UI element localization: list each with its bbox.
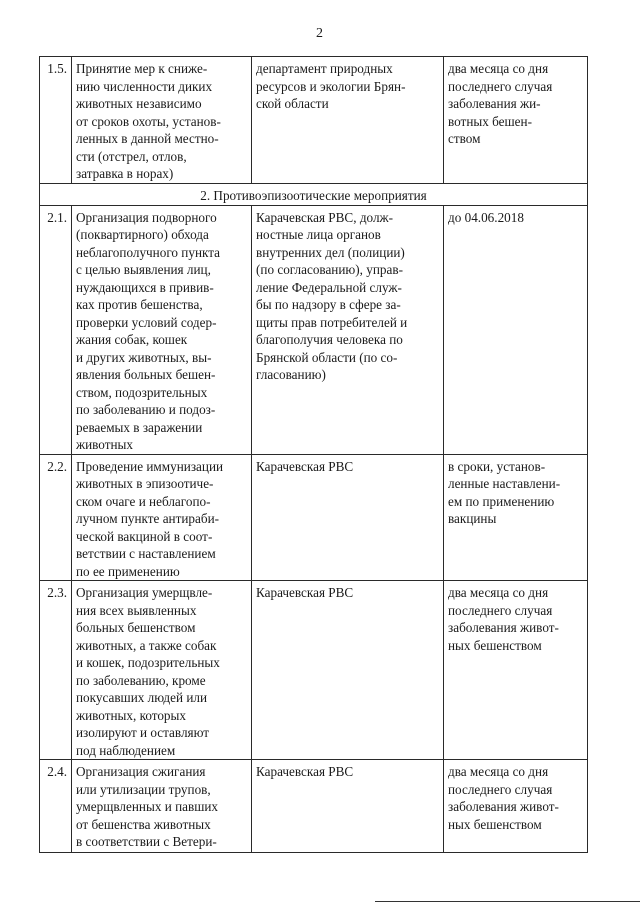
- row-number-cell: 2.3.: [40, 581, 72, 760]
- row-number-cell: 2.4.: [40, 760, 72, 853]
- measure-cell: Проведение иммунизации животных в эпизоотиче- ском очаге и неблагопо- лучном пункте антираби- ческой вакциной в соот- ветствии с наставлением по ее применению: [72, 454, 252, 581]
- measures-table-body: [40, 57, 588, 853]
- executor-cell: Карачевская РВС: [252, 581, 444, 760]
- deadline-cell: два месяца со дня последнего случая заболевания живот- ных бешенством: [444, 760, 588, 853]
- page-number: 2: [316, 26, 324, 41]
- deadline-cell: два месяца со дня последнего случая заболевания жи- вотных бешен- ством: [444, 57, 588, 184]
- deadline-cell: до 04.06.2018: [444, 205, 588, 454]
- table-row: [40, 57, 588, 184]
- measure-cell: Организация сжигания или утилизации трупов, умерщвленных и павших от бешенства животных в соответствии с Ветери-: [72, 760, 252, 853]
- executor-cell: Карачевская РВС: [252, 760, 444, 853]
- executor-cell: департамент природных ресурсов и экологии Брян- ской области: [252, 57, 444, 184]
- measures-table: [39, 56, 588, 853]
- row-number-cell: 1.5.: [40, 57, 72, 184]
- row-number-cell: 2.2.: [40, 454, 72, 581]
- measure-cell: Организация умерщвле- ния всех выявленных больных бешенством животных, а также собак и кошек, подозрительных по заболеванию, кроме покусавших людей или животных, которых изолируют и оставляют под наблюдением: [72, 581, 252, 760]
- deadline-cell: в сроки, установ- ленные наставлени- ем по применению вакцины: [444, 454, 588, 581]
- table-row: [40, 760, 588, 853]
- executor-cell: Карачевская РВС: [252, 454, 444, 581]
- table-row: [40, 205, 588, 454]
- deadline-cell: два месяца со дня последнего случая заболевания живот- ных бешенством: [444, 581, 588, 760]
- section-header-row: [40, 183, 588, 205]
- table-row: [40, 454, 588, 581]
- measure-cell: Организация подворного (поквартирного) обхода неблагополучного пункта с целью выявления лиц, нуждающихся в привив- ках против бешенства, проверки условий содер- жания собак, кошек и других животных, вы- явления больных бешен- ством, подозрительных по заболеванию и подоз- реваемых в заражении животных: [72, 205, 252, 454]
- row-number-cell: 2.1.: [40, 205, 72, 454]
- section-title: 2. Противоэпизоотические мероприятия: [40, 183, 588, 205]
- bottom-rule: [375, 901, 640, 902]
- table-row: [40, 581, 588, 760]
- executor-cell: Карачевская РВС, долж- ностные лица органов внутренних дел (полиции) (по согласованию), управ- ление Федеральной служ- бы по надзору в сфере за- щиты прав потребителей и благополучия человека по Брянской области (по со- гласованию): [252, 205, 444, 454]
- measure-cell: Принятие мер к сниже- нию численности диких животных независимо от сроков охоты, установ- ленных в данной местно- сти (отстрел, отлов, затравка в норах): [72, 57, 252, 184]
